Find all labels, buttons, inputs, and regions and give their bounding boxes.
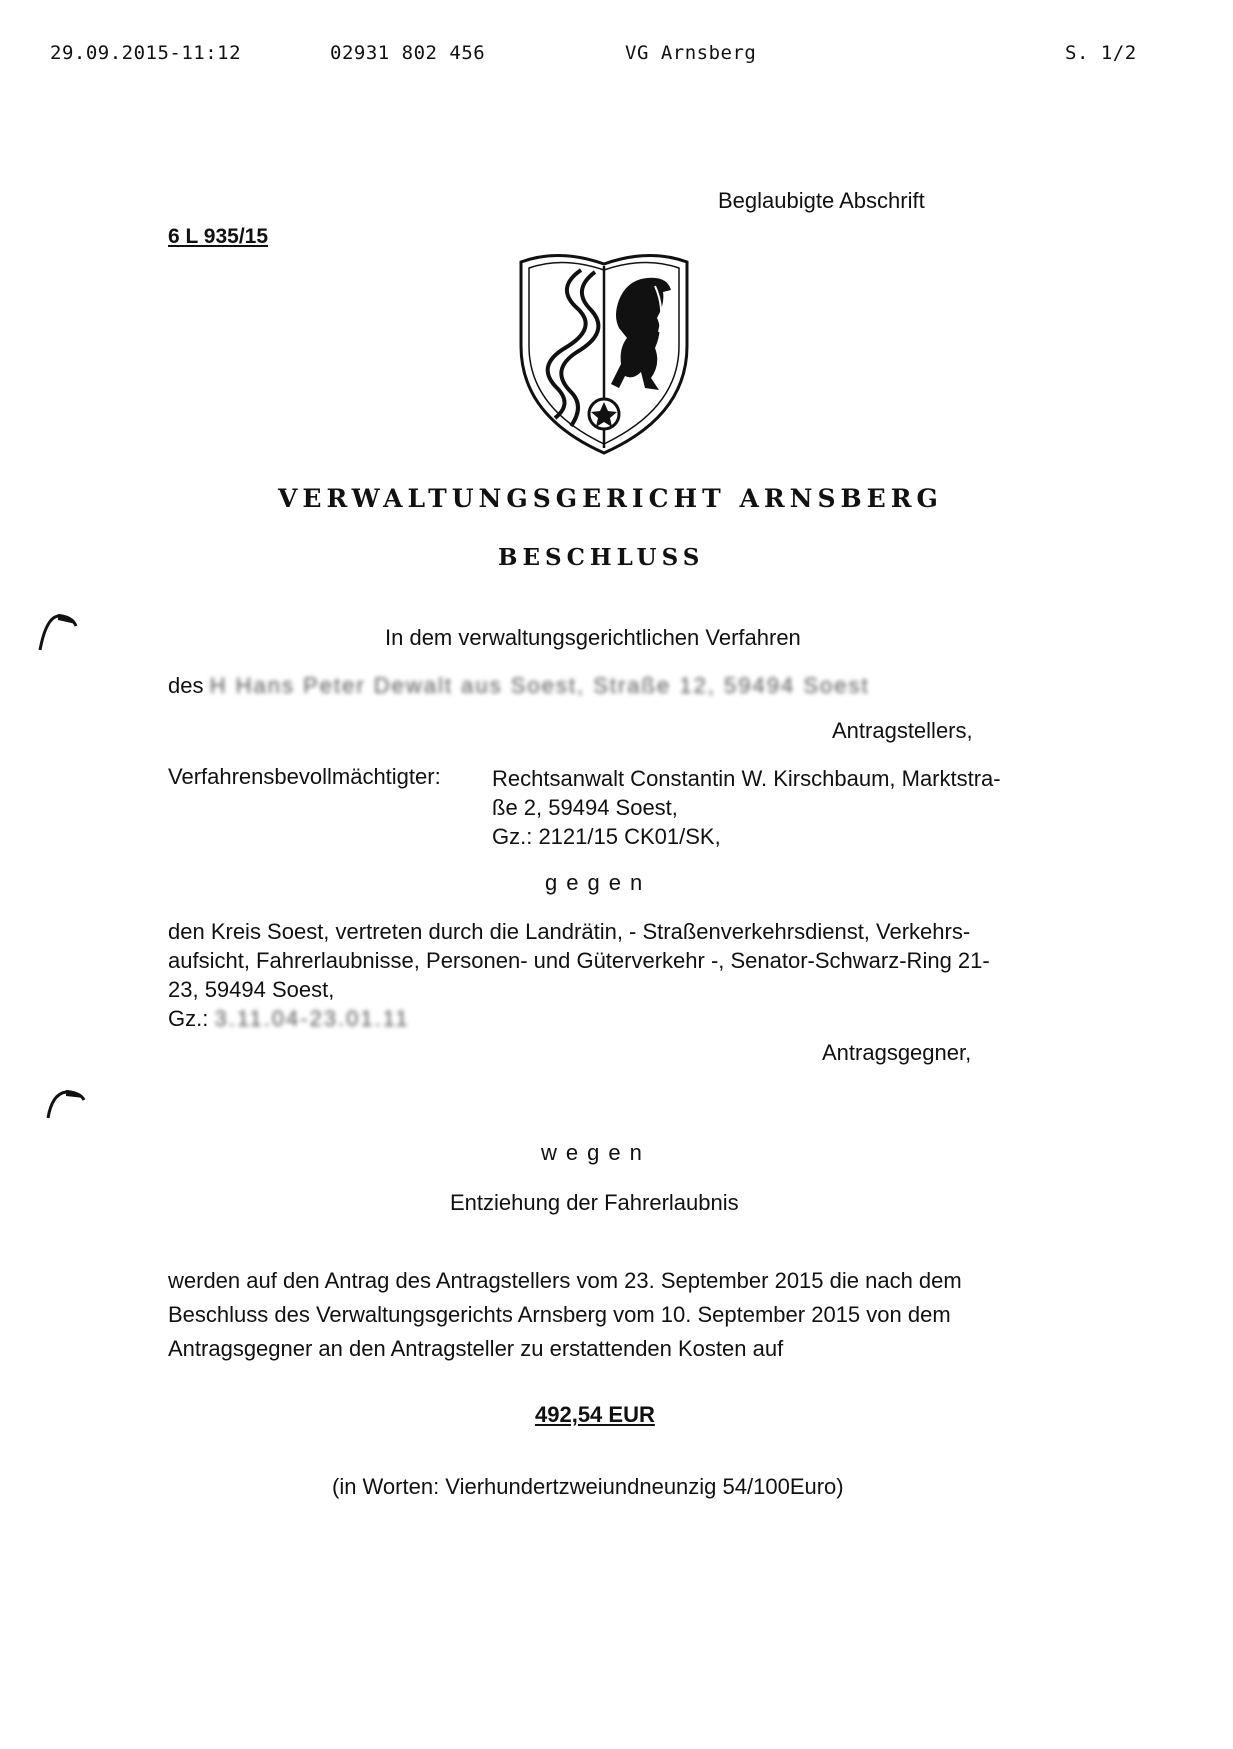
counsel-details — [492, 764, 1001, 851]
against-label: gegen — [545, 870, 652, 895]
amount-in-words: (in Worten: Vierhundertzweiundneunzig 54/100Euro) — [332, 1474, 844, 1499]
respondent-block — [168, 917, 1048, 1033]
applicant-prefix: des — [168, 673, 204, 698]
fax-sender: VG Arnsberg — [625, 42, 757, 64]
court-name: VERWALTUNGSGERICHT ARNSBERG — [278, 484, 943, 513]
certified-copy-label: Beglaubigte Abschrift — [718, 188, 925, 213]
fax-phone: 02931 802 456 — [330, 42, 486, 64]
applicant-role: Antragstellers, — [832, 718, 973, 743]
decision-body — [168, 1264, 962, 1366]
case-subject: Entziehung der Fahrerlaubnis — [450, 1190, 739, 1215]
respondent-line: 23, 59494 Soest, — [168, 977, 335, 1002]
applicant-line — [168, 673, 870, 699]
counsel-line: Rechtsanwalt Constantin W. Kirschbaum, Marktstra- — [492, 766, 1001, 791]
respondent-role: Antragsgegner, — [822, 1040, 972, 1065]
punch-hole-mark-icon — [36, 610, 76, 650]
respondent-line: aufsicht, Fahrerlaubnisse, Personen- und Güterverkehr -, Senator-Schwarz-Ring 21- — [168, 948, 990, 973]
fax-page-number: S. 1/2 — [1065, 42, 1137, 64]
respondent-gz-prefix: Gz.: — [168, 1006, 209, 1031]
applicant-redacted: H Hans Peter Dewalt aus Soest, Straße 12, 59494 Soest — [209, 673, 870, 698]
coat-of-arms-icon — [515, 248, 693, 458]
counsel-line: ße 2, 59494 Soest, — [492, 795, 678, 820]
body-line: Beschluss des Verwaltungsgerichts Arnsberg vom 10. September 2015 von dem — [168, 1302, 951, 1327]
respondent-gz-redacted: 3.11.04-23.01.11 — [214, 1006, 410, 1031]
punch-hole-mark-icon — [44, 1082, 84, 1122]
procedure-intro: In dem verwaltungsgerichtlichen Verfahren — [385, 625, 801, 650]
fax-timestamp: 29.09.2015-11:12 — [50, 42, 242, 64]
counsel-label: Verfahrensbevollmächtigter: — [168, 764, 441, 789]
counsel-line: Gz.: 2121/15 CK01/SK, — [492, 824, 721, 849]
cost-amount: 492,54 EUR — [535, 1402, 655, 1427]
body-line: Antragsgegner an den Antragsteller zu erstattenden Kosten auf — [168, 1336, 784, 1361]
file-number: 6 L 935/15 — [168, 225, 269, 248]
regarding-label: wegen — [541, 1140, 651, 1165]
body-line: werden auf den Antrag des Antragstellers vom 23. September 2015 die nach dem — [168, 1268, 962, 1293]
respondent-line: den Kreis Soest, vertreten durch die Landrätin, - Straßenverkehrsdienst, Verkehrs- — [168, 919, 971, 944]
respondent-gz — [168, 1004, 1048, 1033]
decision-type: BESCHLUSS — [498, 544, 705, 571]
